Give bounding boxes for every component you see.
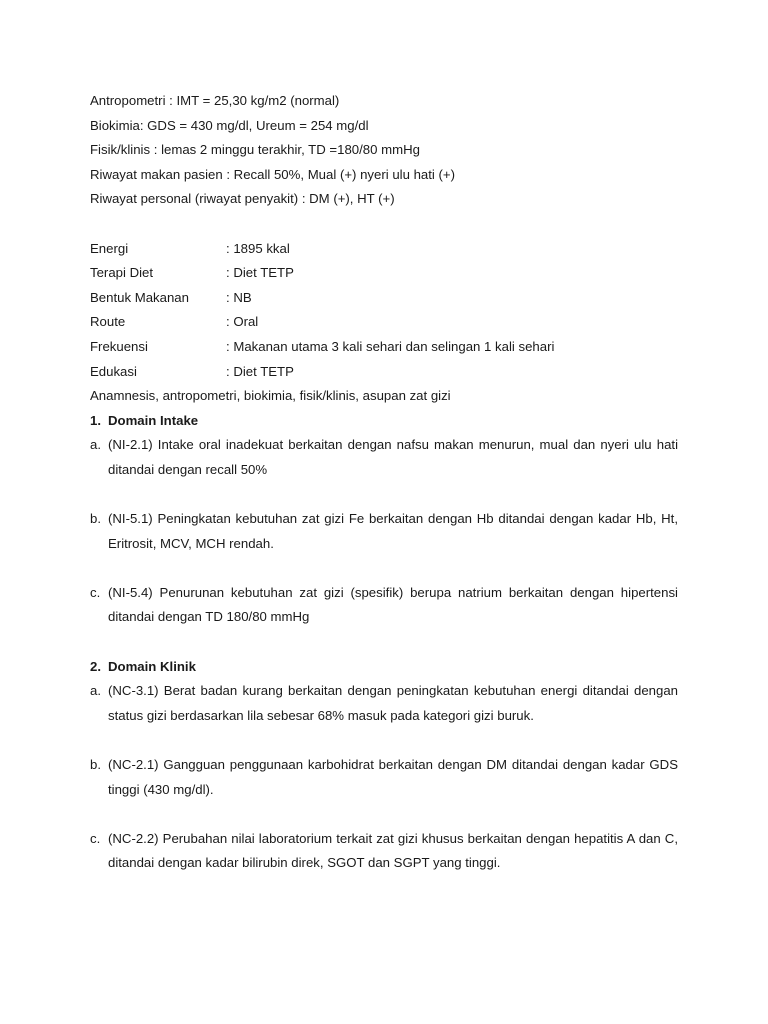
list-item [90,507,678,556]
spacer [90,212,678,237]
diet-row-frekuensi [90,335,678,360]
diet-label: Energi [90,240,129,256]
diet-label: Terapi Diet [90,265,154,281]
domain-title: Domain Intake [108,412,199,428]
diet-value: : NB [226,289,252,305]
item-marker: c. [90,830,101,846]
item-marker: b. [90,511,101,527]
domain-title: Domain Klinik [108,658,196,674]
diet-value: : Diet TETP [226,363,294,379]
diet-value: : Makanan utama 3 kali sehari dan selingan 1 kali sehari [226,338,555,354]
item-marker: b. [90,757,101,773]
item-text: (NI-2.1) Intake oral inadekuat berkaitan dengan nafsu makan menurun, mual dan nyeri ulu hati ditandai dengan recall 50% [108,437,678,477]
item-marker: a. [90,437,101,453]
summary-antropometri: Antropometri : IMT = 25,30 kg/m2 (normal) [90,93,340,108]
list-item [90,581,678,630]
spacer [90,483,678,508]
item-text: (NC-2.1) Gangguan penggunaan karbohidrat berkaitan dengan DM ditandai dengan kadar GDS tinggi (430 mg/dl). [108,757,678,797]
diet-value: : Diet TETP [226,265,294,281]
spacer [90,802,678,827]
domain-number: 2. [90,658,101,674]
diet-label: Bentuk Makanan [90,289,189,305]
spacer [90,556,678,581]
list-item [90,827,678,876]
item-marker: a. [90,683,101,699]
assessment-line: Anamnesis, antropometri, biokimia, fisik/klinis, asupan zat gizi [90,388,451,404]
summary-riwayat-personal: Riwayat personal (riwayat penyakit) : DM (+), HT (+) [90,191,395,207]
diet-value: : Oral [226,314,259,330]
item-text: (NI-5.1) Peningkatan kebutuhan zat gizi Fe berkaitan dengan Hb ditandai dengan kadar Hb, Ht, Eritrosit, MCV, MCH rendah. [108,511,678,551]
diet-row-energi [90,237,678,262]
summary-riwayat-makan: Riwayat makan pasien : Recall 50%, Mual (+) nyeri ulu hati (+) [90,166,456,182]
item-text: (NI-5.4) Penurunan kebutuhan zat gizi (spesifik) berupa natrium berkaitan dengan hipertensi ditandai dengan TD 180/80 mmHg [108,584,678,625]
diet-row-bentuk [90,286,678,311]
diet-label: Edukasi [90,363,137,379]
summary-fisik-klinis: Fisik/klinis : lemas 2 minggu terakhir, TD =180/80 mmHg [90,142,420,158]
summary-biokimia: Biokimia: GDS = 430 mg/dl, Ureum = 254 mg/dl [90,117,369,133]
domain-number: 1. [90,412,101,428]
item-marker: c. [90,584,101,600]
diet-row-route [90,310,678,335]
list-item [90,433,678,482]
summary-block [90,89,678,212]
item-text: (NC-2.2) Perubahan nilai laboratorium terkait zat gizi khusus berkaitan dengan hepatitis A dan C, ditandai dengan kadar bilirubin direk, SGOT dan SGPT yang tinggi. [108,830,678,871]
spacer [90,728,678,753]
diet-block [90,237,678,385]
document-page [90,89,678,876]
diet-label: Route [90,314,126,330]
diet-row-terapi [90,261,678,286]
diet-row-edukasi [90,360,678,385]
diet-value: : 1895 kkal [226,240,290,256]
diet-label: Frekuensi [90,338,148,354]
domain-heading [90,655,678,680]
list-item [90,753,678,802]
list-item [90,679,678,728]
item-text: (NC-3.1) Berat badan kurang berkaitan dengan peningkatan kebutuhan energi ditandai dengan status gizi berdasarkan lila sebesar 68% masuk pada kategori gizi buruk. [108,683,678,723]
spacer [90,630,678,655]
domain-heading [90,409,678,434]
